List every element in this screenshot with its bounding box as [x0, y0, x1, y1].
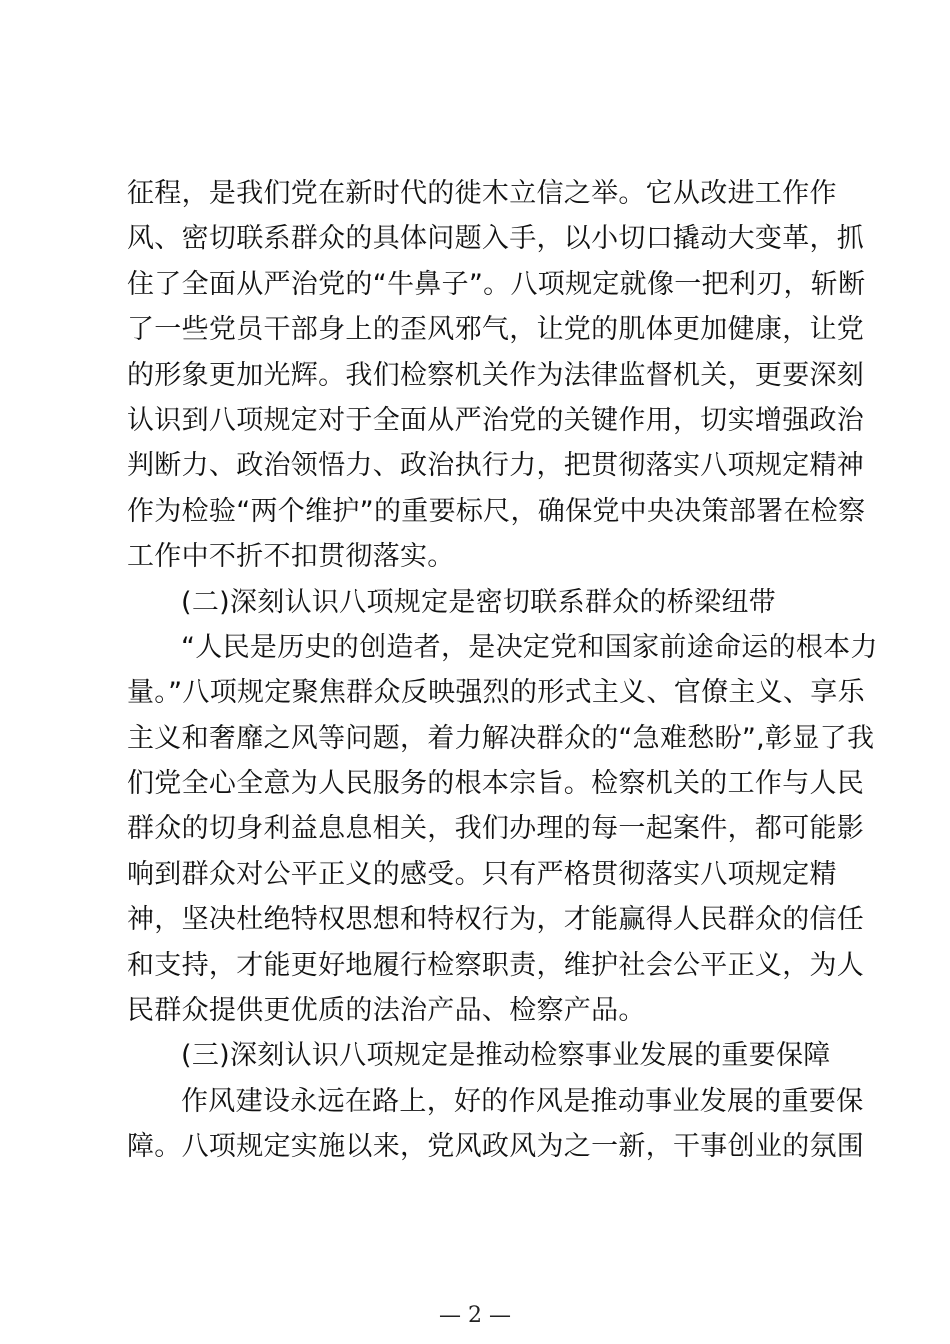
text-line: 作为检验“两个维护”的重要标尺，确保党中央决策部署在检察	[127, 495, 866, 527]
page-number: — 2 —	[439, 1303, 511, 1328]
text-line: 风、密切联系群众的具体问题入手，以小切口撬动大变革，抓	[127, 223, 865, 255]
text-line: 障。八项规定实施以来，党风政风为之一新，干事创业的氛围	[127, 1131, 865, 1163]
text-line: 们党全心全意为人民服务的根本宗旨。检察机关的工作与人民	[127, 768, 865, 800]
text-line: 作风建设永远在路上，好的作风是推动事业发展的重要保	[181, 1085, 864, 1117]
body-text	[127, 171, 878, 1170]
text-line: 神，坚决杜绝特权思想和特权行为，才能赢得人民群众的信任	[127, 904, 865, 936]
text-line: 住了全面从严治党的“牛鼻子”。八项规定就像一把利刃，斩断	[127, 268, 866, 300]
text-line: 响到群众对公平正义的感受。只有严格贯彻落实八项规定精	[127, 858, 837, 890]
text-line: 认识到八项规定对于全面从严治党的关键作用，切实增强政治	[127, 404, 865, 436]
text-line: “人民是历史的创造者，是决定党和国家前途命运的根本力	[181, 631, 878, 663]
text-line: 和支持，才能更好地履行检察职责，维护社会公平正义，为人	[127, 949, 865, 981]
text-line: 量。”八项规定聚焦群众反映强烈的形式主义、官僚主义、享乐	[127, 677, 865, 709]
text-line: 群众的切身利益息息相关，我们办理的每一起案件，都可能影	[127, 813, 865, 845]
section-heading: (三)深刻认识八项规定是推动检察事业发展的重要保障	[181, 1040, 831, 1072]
text-line: 了一些党员干部身上的歪风邪气，让党的肌体更加健康，让党	[127, 314, 865, 346]
section-heading: (二)深刻认识八项规定是密切联系群众的桥梁纽带	[181, 586, 776, 618]
text-line: 判断力、政治领悟力、政治执行力，把贯彻落实八项规定精神	[127, 450, 865, 482]
text-line: 工作中不折不扣贯彻落实。	[127, 541, 455, 573]
text-line: 的形象更加光辉。我们检察机关作为法律监督机关，更要深刻	[127, 359, 865, 391]
text-line: 民群众提供更优质的法治产品、检察产品。	[127, 995, 646, 1027]
text-line: 主义和奢靡之风等问题，着力解决群众的“急难愁盼”,彰显了我	[127, 722, 875, 754]
text-line: 征程，是我们党在新时代的徙木立信之举。它从改进工作作	[127, 178, 837, 209]
